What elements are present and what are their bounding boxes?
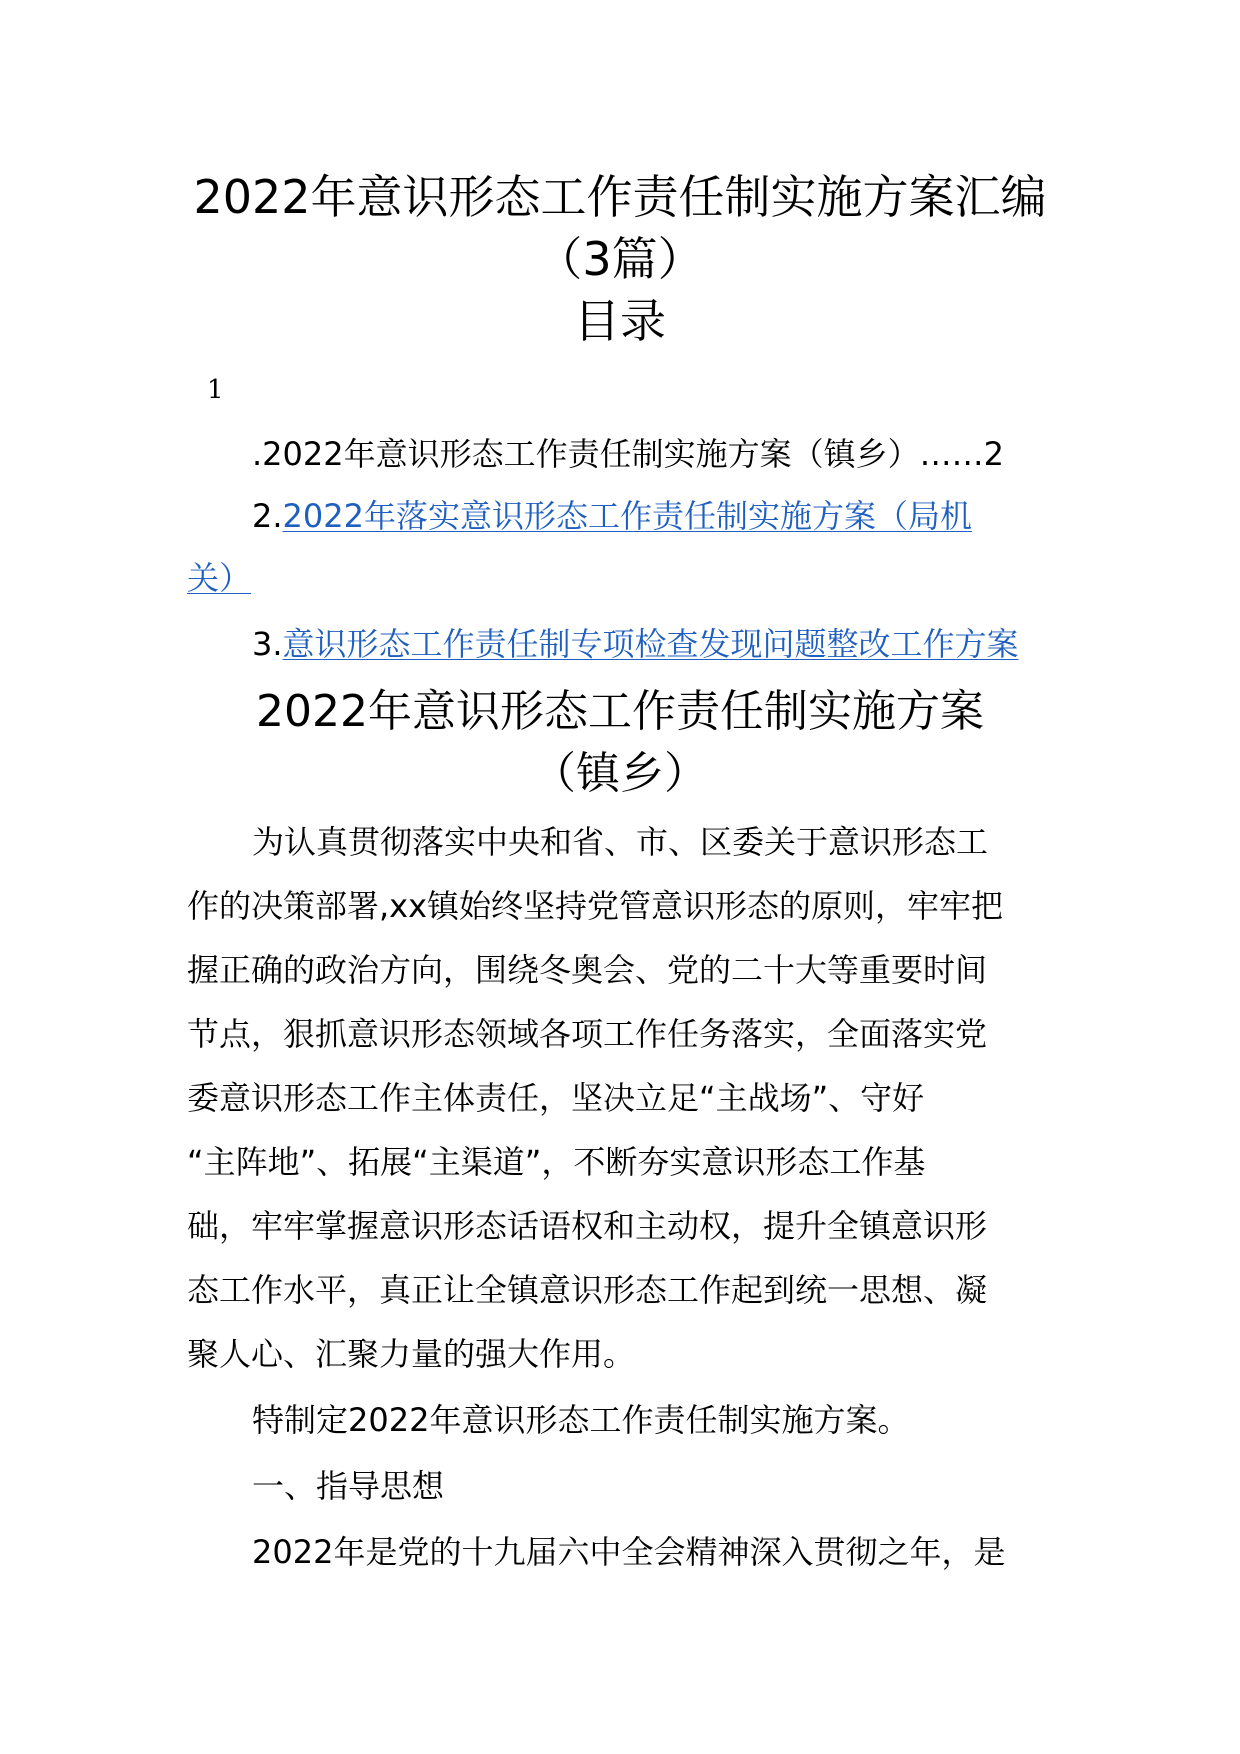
toc-item-2-continued <box>187 559 252 597</box>
toc-item-3-link[interactable]: 意识形态工作责任制专项检查发现问题整改工作方案 <box>282 625 1019 663</box>
paragraph-line: 握正确的政治方向，围绕冬奥会、党的二十大等重要时间 <box>187 951 988 989</box>
paragraph-line: 础，牢牢掌握意识形态话语权和主动权，提升全镇意识形 <box>187 1207 988 1245</box>
toc-heading: 目录 <box>574 294 666 348</box>
paragraph-line: 委意识形态工作主体责任，坚决立足“主战场”、守好 <box>187 1079 925 1117</box>
toc-item-2-link-continued[interactable]: 关） <box>187 559 252 597</box>
paragraph-guiding-thought: 2022年是党的十九届六中全会精神深入贯彻之年，是 <box>252 1533 1006 1571</box>
document-title-line2: （3篇） <box>536 232 704 286</box>
toc-item-1[interactable]: .2022年意识形态工作责任制实施方案（镇乡）……2 <box>252 435 1004 473</box>
section-heading-guiding-thought: 一、指导思想 <box>252 1467 445 1505</box>
paragraph-line: 节点，狠抓意识形态领域各项工作任务落实，全面落实党 <box>187 1015 988 1053</box>
paragraph-line: 态工作水平，真正让全镇意识形态工作起到统一思想、凝 <box>187 1271 988 1309</box>
document-title-line1: 2022年意识形态工作责任制实施方案汇编 <box>193 170 1047 224</box>
section-title-line2: （镇乡） <box>532 748 708 799</box>
toc-item-3-number: 3. <box>252 625 283 663</box>
toc-page-marker: 1 <box>207 375 224 405</box>
toc-item-3 <box>252 625 1019 663</box>
paragraph-purpose: 特制定2022年意识形态工作责任制实施方案。 <box>252 1401 910 1439</box>
section-title-line1: 2022年意识形态工作责任制实施方案 <box>256 686 984 737</box>
paragraph-line: 聚人心、汇聚力量的强大作用。 <box>187 1335 636 1373</box>
toc-item-2-link[interactable]: 2022年落实意识形态工作责任制实施方案（局机 <box>282 497 972 535</box>
paragraph-line: 作的决策部署,xx镇始终坚持党管意识形态的原则，牢牢把 <box>187 887 1004 925</box>
paragraph-line: 为认真贯彻落实中央和省、市、区委关于意识形态工 <box>252 823 989 861</box>
toc-item-2 <box>252 497 972 535</box>
toc-item-2-number: 2. <box>252 497 283 535</box>
paragraph-line: “主阵地”、拓展“主渠道”，不断夯实意识形态工作基 <box>187 1143 926 1181</box>
